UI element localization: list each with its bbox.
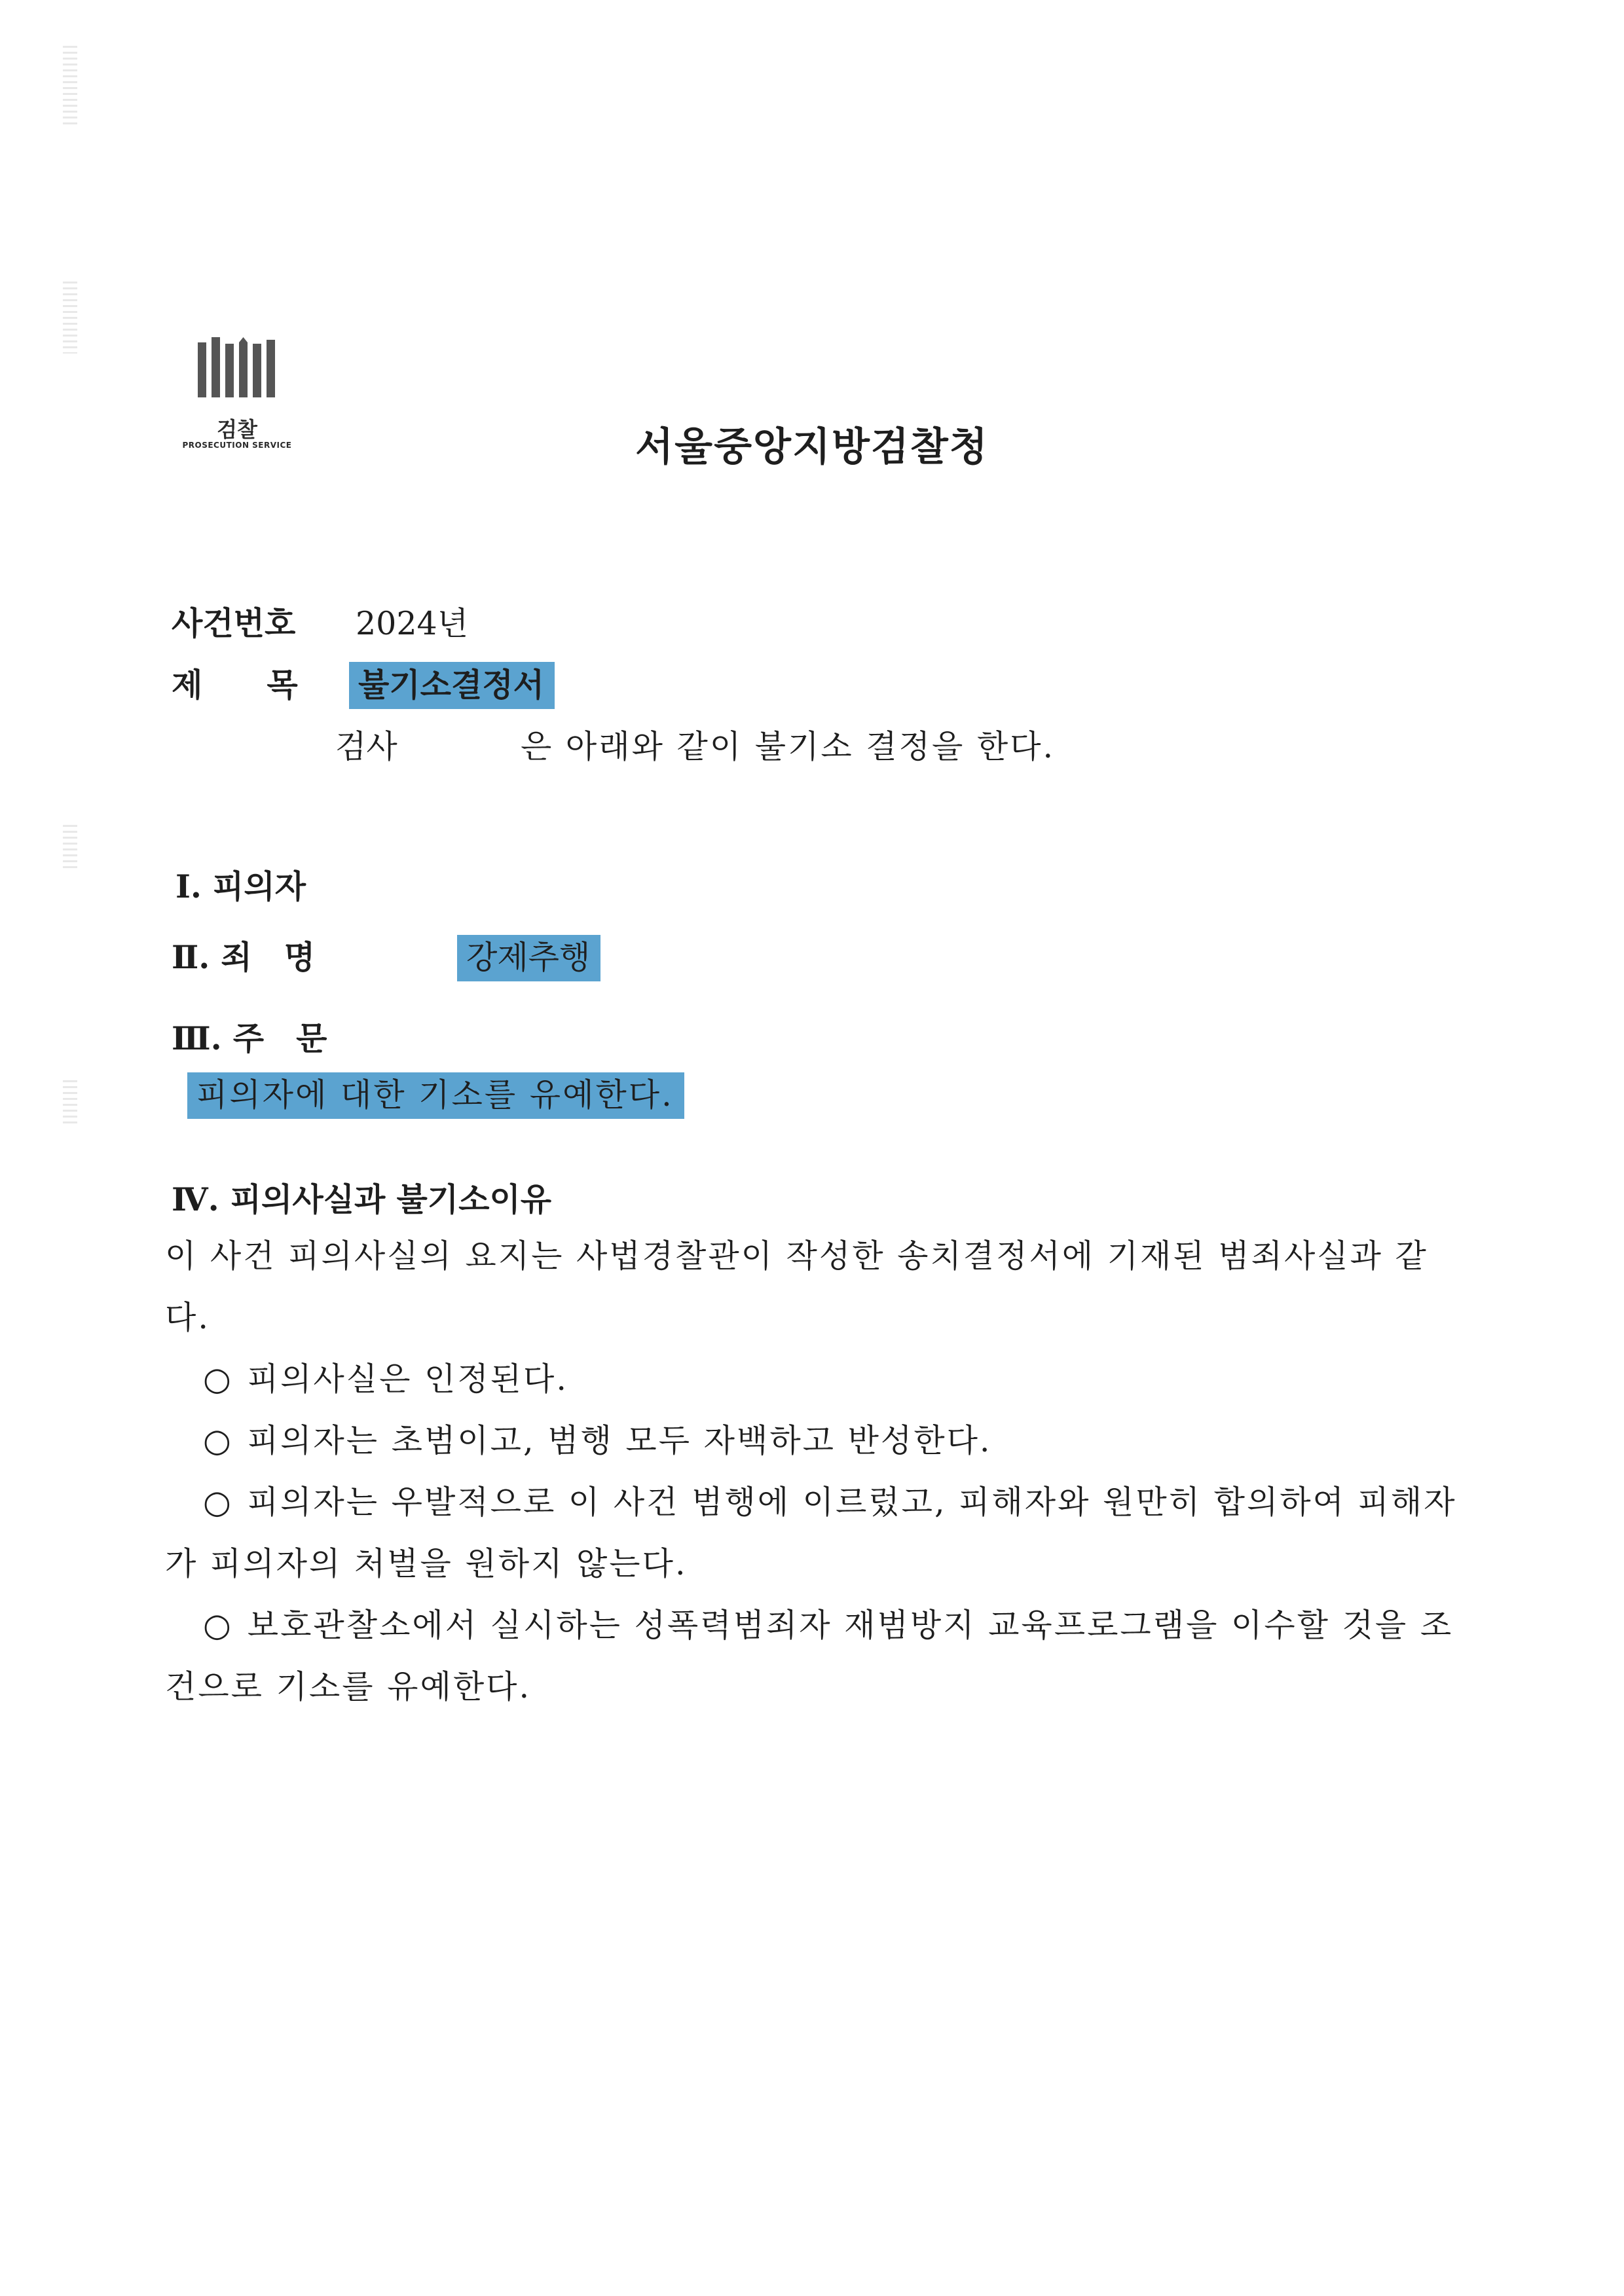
scan-edge-mark [63, 46, 77, 124]
section-1-heading: Ⅰ. 피의자 [175, 867, 306, 905]
reason-bullet-text: 피의자는 우발적으로 이 사건 범행에 이르렀고, 피해자와 원만히 합의하여 피해자가 피의자의 처벌을 원하지 않는다. [165, 1484, 1457, 1582]
scan-edge-mark [63, 1080, 77, 1126]
decision-text: 은 아래와 같이 불기소 결정을 한다. [521, 728, 1056, 765]
bullet-circle-icon: ○ [203, 1360, 233, 1398]
title-value-highlight: 불기소결정서 [349, 662, 555, 709]
bullet-circle-icon: ○ [203, 1422, 233, 1459]
offense-value [457, 941, 600, 974]
reason-bullet-text: 피의자는 초범이고, 범행 모두 자백하고 반성한다. [247, 1422, 992, 1459]
section-4-heading: Ⅳ. 피의사실과 불기소이유 [172, 1180, 552, 1218]
logo-subtitle: PROSECUTION SERVICE [182, 441, 292, 450]
bullet-circle-icon: ○ [203, 1484, 233, 1521]
agency-title: 서울중앙지방검찰청 [635, 424, 989, 470]
reason-bullet-text: 피의사실은 인정된다. [247, 1360, 568, 1398]
title-value [349, 666, 555, 704]
logo-wordmark: 검찰 [217, 417, 257, 442]
reason-bullet [165, 1595, 1462, 1718]
section-3-heading: Ⅲ. 주 문 [172, 1019, 327, 1057]
reason-intro: 이 사건 피의사실의 요지는 사법경찰관이 작성한 송치결정서에 기재된 범죄사실과 같다. [165, 1237, 1428, 1336]
reason-bullet [165, 1410, 1462, 1472]
reason-body [165, 1226, 1462, 1718]
disposition-value-highlight: 피의자에 대한 기소를 유예한다. [187, 1072, 684, 1119]
reason-bullet [165, 1472, 1462, 1595]
reason-bullet-text: 보호관찰소에서 실시하는 성폭력범죄자 재범방지 교육프로그램을 이수할 것을 조건으로 기소를 유예한다. [165, 1607, 1454, 1705]
prosecution-emblem-icon [198, 337, 275, 397]
reason-bullet [165, 1349, 1462, 1410]
offense-value-highlight: 강제추행 [457, 935, 600, 981]
disposition-value [187, 1076, 684, 1114]
prosecutor-label: 검사 [335, 728, 397, 765]
title-label: 제 목 [172, 666, 298, 704]
scan-edge-mark [63, 282, 77, 354]
case-number-value: 2024년 [356, 605, 469, 642]
section-2-heading: Ⅱ. 죄 명 [172, 938, 316, 976]
bullet-circle-icon: ○ [203, 1607, 233, 1644]
case-number-label: 사건번호 [172, 604, 296, 642]
scan-edge-mark [63, 825, 77, 871]
